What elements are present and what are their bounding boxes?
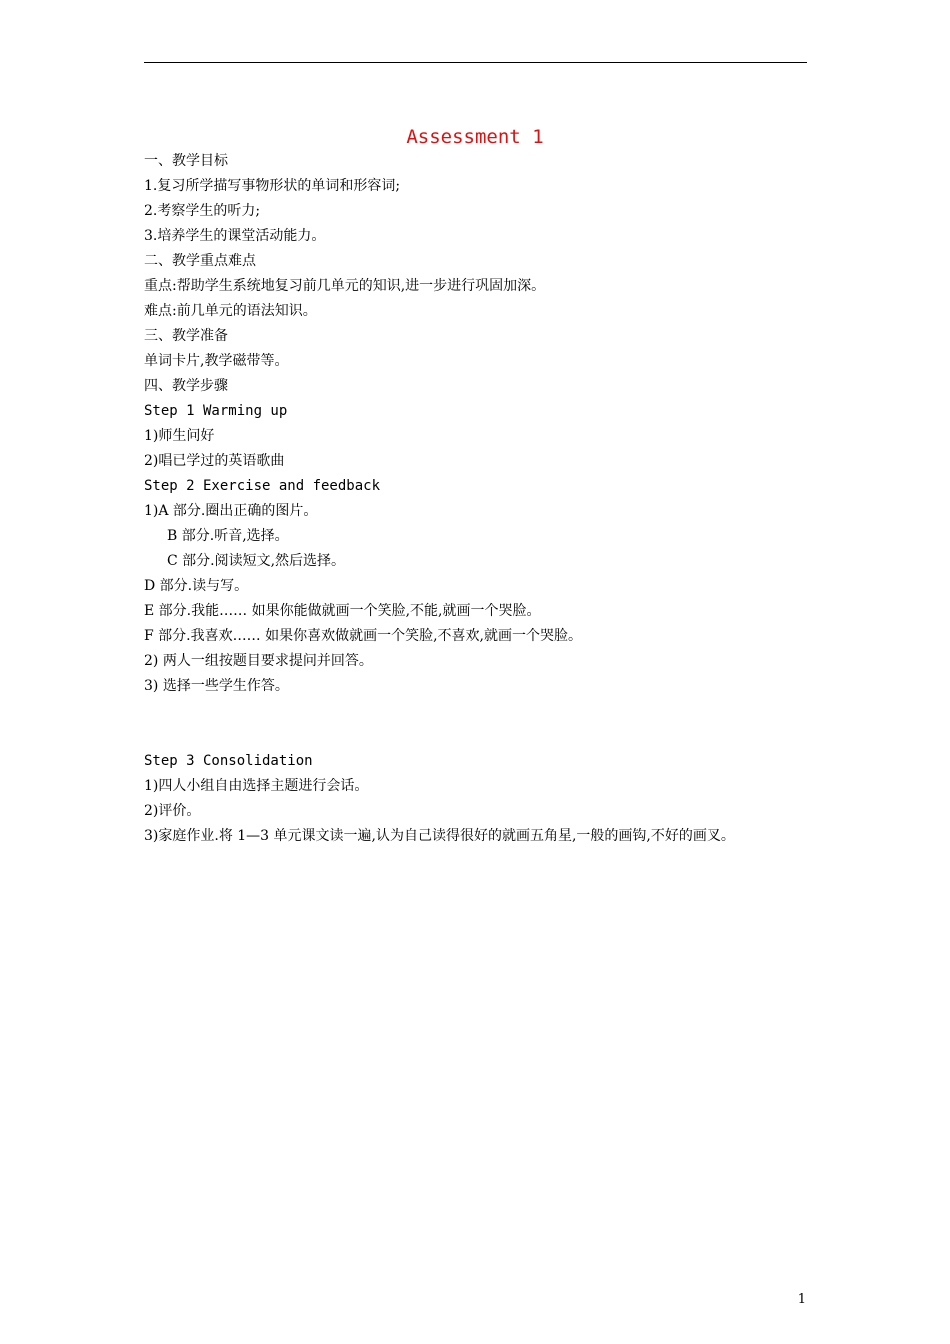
spacer: [144, 699, 807, 749]
key-point: 重点:帮助学生系统地复习前几单元的知识,进一步进行巩固加深。: [144, 278, 546, 294]
objective-1: 1.复习所学描写事物形状的单词和形容词;: [144, 178, 401, 194]
step2-item-f: F 部分.我喜欢…… 如果你喜欢做就画一个笑脸,不喜欢,就画一个哭脸。: [144, 628, 582, 644]
step2-item-e: E 部分.我能…… 如果你能做就画一个笑脸,不能,就画一个哭脸。: [144, 603, 541, 619]
document-body: [144, 149, 807, 849]
section-heading-objectives: 一、教学目标: [144, 153, 228, 169]
section-heading-steps: 四、教学步骤: [144, 378, 228, 394]
step2-item-c: C 部分.阅读短文,然后选择。: [167, 553, 346, 569]
difficult-point: 难点:前几单元的语法知识。: [144, 303, 317, 319]
preparation-items: 单词卡片,教学磁带等。: [144, 353, 289, 369]
step3-item-1: 1)四人小组自由选择主题进行会话。: [144, 778, 369, 794]
objective-2: 2.考察学生的听力;: [144, 203, 261, 219]
document-title: Assessment 1: [406, 126, 544, 148]
page-number: 1: [797, 1292, 806, 1307]
step2-item-d: D 部分.读与写。: [144, 578, 249, 594]
objective-3: 3.培养学生的课堂活动能力。: [144, 228, 326, 244]
step2-item-3: 3) 选择一些学生作答。: [144, 678, 289, 694]
step3-item-2: 2)评价。: [144, 803, 201, 819]
step3-item-3: 3)家庭作业.将 1—3 单元课文读一遍,认为自己读得很好的就画五角星,一般的画钩,不好的画叉。: [144, 828, 735, 844]
section-heading-key-points: 二、教学重点难点: [144, 253, 256, 269]
step2-item-a: 1)A 部分.圈出正确的图片。: [144, 503, 318, 519]
step1-item-1: 1)师生问好: [144, 428, 215, 444]
step1-heading: Step 1 Warming up: [144, 403, 288, 419]
step1-item-2: 2)唱已学过的英语歌曲: [144, 453, 285, 469]
step2-item-2: 2) 两人一组按题目要求提问并回答。: [144, 653, 373, 669]
step3-heading: Step 3 Consolidation: [144, 753, 313, 769]
step2-heading: Step 2 Exercise and feedback: [144, 478, 381, 494]
section-heading-preparation: 三、教学准备: [144, 328, 228, 344]
step2-item-b: B 部分.听音,选择。: [167, 528, 289, 544]
header-rule: [144, 62, 807, 63]
